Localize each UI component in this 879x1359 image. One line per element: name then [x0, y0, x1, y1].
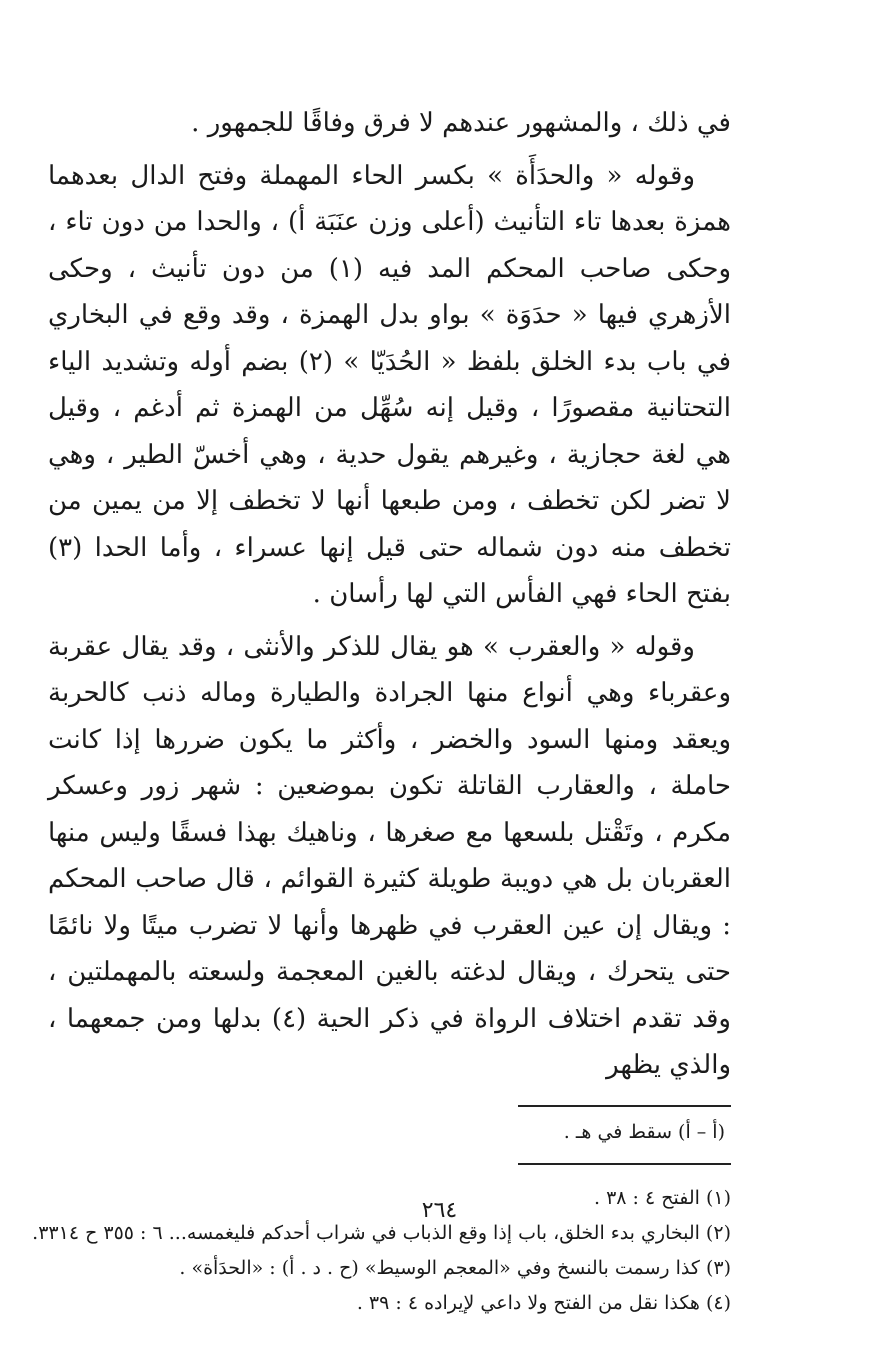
page-content [32, 100, 731, 1321]
paragraph-2: وقوله « والحدَأَة » بكسر الحاء المهملة وفتح الدال بعدهما همزة بعدها تاء التأنيث (أعلى وزن عنَبَة أ) ، والحدا من دون تاء ، وحكى صاحب المحكم المد فيه (١) من دون تأنيث ، وحكى الأزهري فيها « حدَوَة » بواو بدل الهمزة ، وقد وقع في البخاري في باب بدء الخلق بلفظ « الحُدَيّا » (٢) بضم أوله وتشديد الياء التحتانية مقصورًا ، وقيل إنه سُهِّل من الهمزة ثم أدغم ، وقيل هي لغة حجازية ، وغيرهم يقول حدية ، وهي أخسّ الطير ، وهي لا تضر لكن تخطف ، ومن طبعها أنها لا تخطف إلا من يمين من تخطف منه دون شماله حتى قيل إنها عسراء ، وأما الحدا (٣) بفتح الحاء فهي الفأس التي لها رأسان . [48, 160, 731, 609]
footnote-1: (١) الفتح ٤ : ٣٨ . [593, 1186, 731, 1209]
paragraph-3: وقوله « والعقرب » هو يقال للذكر والأنثى ، وقد يقال عقربة وعقرباء وهي أنواع منها الجرادة والطيارة وماله ذنب كالحربة ويعقد ومنها السود والخضر ، وأكثر ما يكون ضررها إذا كانت حاملة ، والعقارب القاتلة تكون بموضعين : شهر زور وعسكر مكرم ، وتَقْتل بلسعها مع صغرها ، وناهيك بهذا فسقًا وليس منها العقربان بل هي دويبة طويلة كثيرة القوائم ، قال صاحب المحكم : ويقال إن عين العقرب في ظهرها وأنها لا تضرب ميتًا ولا نائمًا حتى يتحرك ، ويقال لدغته بالغين المعجمة ولسعته بالمهملتين ، وقد تقدم اختلاف الرواة في ذكر الحية (٤) بدلها ومن جمعهما ، والذي يظهر [48, 631, 731, 1080]
variant-note: (أ – أ) سقط في هـ . [563, 1120, 725, 1143]
paragraph-1: في ذلك ، والمشهور عندهم لا فرق وفاقًا للجمهور . [191, 108, 731, 138]
footnote-rule [518, 1163, 731, 1165]
variant-note-rule [518, 1105, 731, 1107]
footnote-4: (٤) هكذا نقل من الفتح ولا داعي لإيراده ٤ : ٣٩ . [356, 1291, 731, 1314]
footnote-3: (٣) كذا رسمت بالنسخ وفي «المعجم الوسيط» (ح . د . أ) : «الحدَأة» . [179, 1256, 731, 1279]
footnote-2: (٢) البخاري بدء الخلق، باب إذا وقع الذباب في شراب أحدكم فليغمسه... ٦ : ٣٥٥ ح ٣٣١٤. [32, 1221, 731, 1244]
main-text [48, 100, 731, 1089]
page-number: ٢٦٤ [421, 1198, 458, 1223]
